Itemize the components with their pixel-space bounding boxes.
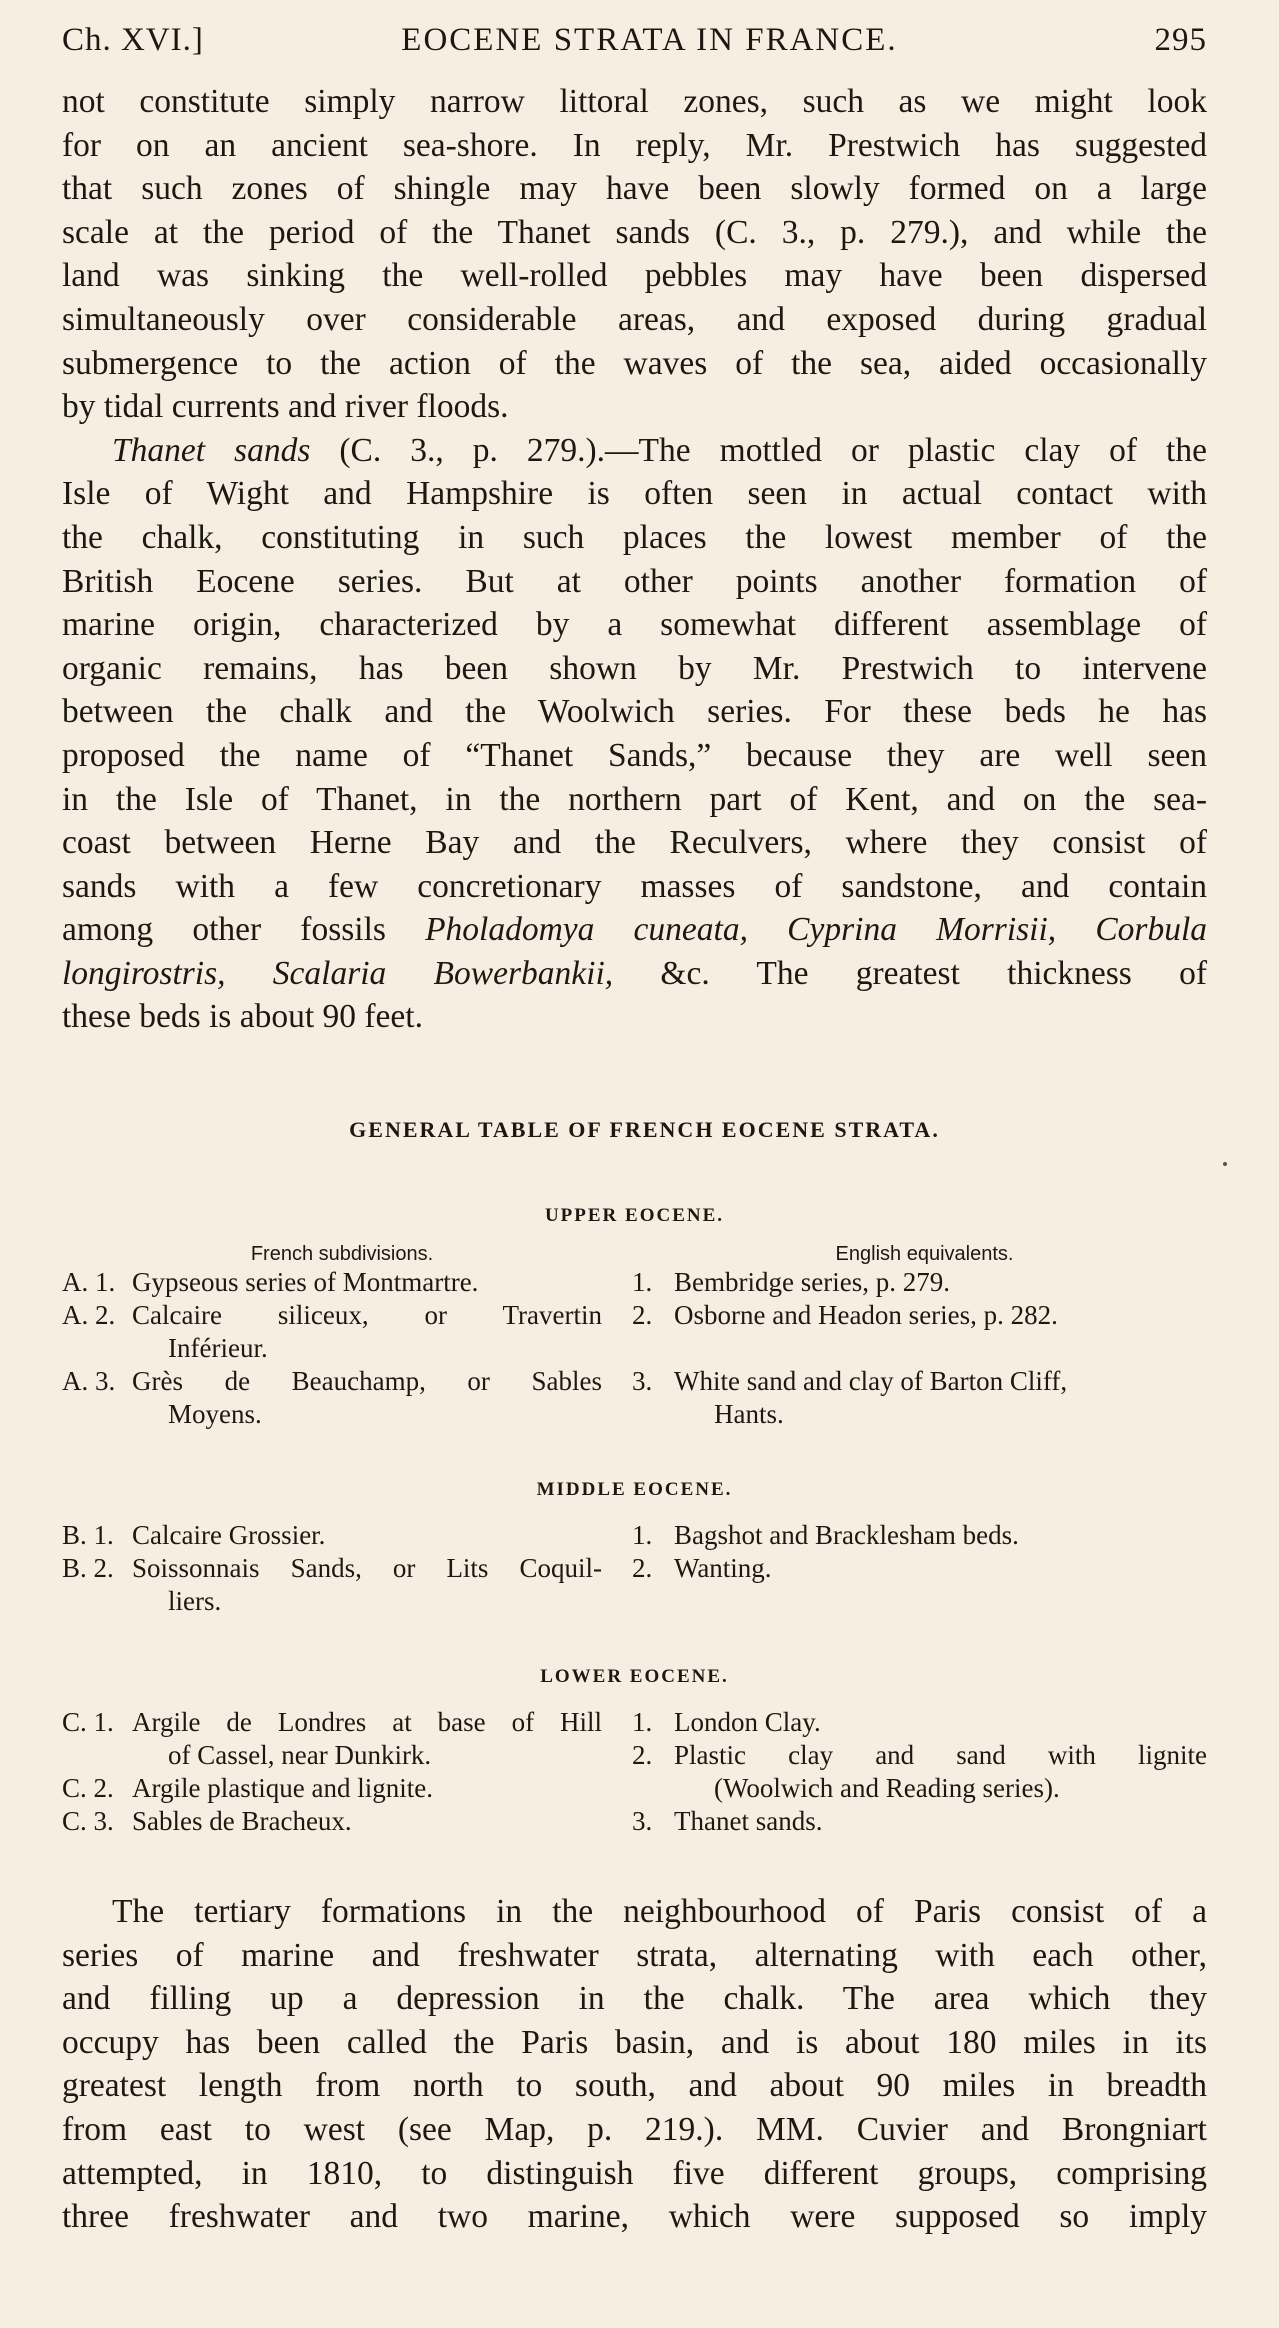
row-number: 2. [632, 1553, 653, 1584]
paragraph-paris-basin [62, 1890, 1207, 2239]
table-row [62, 1519, 1207, 1552]
column-header-english: English equivalents. [835, 1243, 1014, 1266]
text-line [62, 429, 1207, 473]
fossil-name: Corbula [1095, 911, 1208, 949]
row-number: 1. [632, 1267, 653, 1298]
english-text: Bembridge series, p. 279. [674, 1267, 950, 1298]
table-row [62, 1299, 1207, 1365]
text-line: not constitute simply narrow littoral zones, such as we might look [62, 83, 1207, 120]
strata-table [62, 1205, 1207, 1838]
text-line: scale at the period of the Thanet sands (C. 3., p. 279.), and while the [62, 213, 1207, 251]
english-cell [674, 1365, 1207, 1431]
french-cell [132, 1266, 602, 1299]
text-line: attempted, in 1810, to distinguish five different groups, comprising [62, 2154, 1207, 2192]
text-line: that such zones of shingle may have been slowly formed on a large [62, 170, 1207, 208]
table-row [62, 1552, 1207, 1618]
text-line: occupy has been called the Paris basin, and is about 180 miles in its [62, 2023, 1207, 2061]
french-cell [132, 1365, 602, 1431]
book-page [62, 22, 1207, 2239]
text-line: by tidal currents and river floods. [62, 388, 509, 426]
fossil-name: Pholadomya cuneata, [425, 911, 748, 949]
fossils-rest: &c. The greatest thickness of [613, 954, 1207, 992]
table-row [62, 1706, 1207, 1772]
column-headers [62, 1243, 1207, 1266]
english-text-cont: (Woolwich and Reading series). [714, 1773, 1060, 1804]
english-text: Wanting. [674, 1553, 772, 1584]
column-header-french: French subdivisions. [250, 1243, 434, 1266]
french-text: Argile de Londres at base of Hill [132, 1707, 602, 1738]
table-row [62, 1772, 1207, 1805]
english-text: Bagshot and Bracklesham beds. [674, 1520, 1019, 1551]
page-title: EOCENE STRATA IN FRANCE. [401, 22, 898, 58]
row-number: 1. [632, 1707, 653, 1738]
english-text: London Clay. [674, 1707, 821, 1738]
section-heading-lower: LOWER EOCENE. [540, 1666, 729, 1688]
french-text-cont: of Cassel, near Dunkirk. [168, 1740, 432, 1771]
row-number: 2. [632, 1740, 653, 1771]
french-text-cont: Moyens. [168, 1399, 262, 1430]
fossil-name: longirostris, Scalaria Bowerbankii, [62, 954, 614, 992]
text-line: British Eocene series. But at other points another formation of [62, 562, 1207, 600]
french-text: Calcaire siliceux, or Travertin [132, 1300, 602, 1331]
row-number: 3. [632, 1806, 653, 1837]
row-label: C. 3. [62, 1806, 114, 1837]
text-line: from east to west (see Map, p. 219.). MM. Cuvier and Brongniart [62, 2111, 1207, 2149]
row-number: 3. [632, 1366, 653, 1397]
text-line: these beds is about 90 feet. [62, 998, 423, 1036]
running-header [62, 22, 1207, 70]
text-line: organic remains, has been shown by Mr. Prestwich to intervene [62, 649, 1207, 687]
row-label: B. 2. [62, 1553, 114, 1584]
section-heading-middle: MIDDLE EOCENE. [536, 1479, 733, 1501]
paragraph-shingle [62, 80, 1207, 429]
english-text-cont: Hants. [714, 1399, 784, 1430]
text-line [62, 908, 1207, 952]
page-speck [1223, 1162, 1227, 1166]
text-line: sands with a few concretionary masses of sandstone, and contain [62, 867, 1207, 905]
page-number: 295 [1154, 22, 1207, 58]
row-label: C. 2. [62, 1773, 114, 1804]
row-label: A. 2. [62, 1300, 116, 1331]
fossils-pre: among other fossils [62, 911, 426, 949]
row-label: A. 1. [62, 1267, 116, 1298]
row-number: 2. [632, 1300, 653, 1331]
french-text: Soissonnais Sands, or Lits Coquil- [132, 1553, 602, 1584]
french-text-cont: liers. [168, 1586, 222, 1617]
table-row [62, 1805, 1207, 1838]
row-label: A. 3. [62, 1366, 116, 1397]
french-text: Gypseous series of Montmartre. [132, 1267, 479, 1298]
lead-rest: (C. 3., p. 279.).—The mottled or plastic clay of the [310, 431, 1207, 469]
text-line: proposed the name of “Thanet Sands,” because they are well seen [62, 736, 1207, 774]
text-line: for on an ancient sea-shore. In reply, Mr. Prestwich has suggested [62, 126, 1207, 164]
text-line: series of marine and freshwater strata, alternating with each other, [62, 1936, 1207, 1974]
text-line: and filling up a depression in the chalk. The area which they [62, 1980, 1207, 2018]
text-line: land was sinking the well-rolled pebbles may have been dispersed [62, 257, 1207, 295]
english-text: Osborne and Headon series, p. 282. [674, 1300, 1058, 1331]
table-row [62, 1365, 1207, 1431]
section-lead-italic: Thanet sands [112, 431, 311, 469]
text-line: simultaneously over considerable areas, and exposed during gradual [62, 300, 1207, 338]
french-text-cont: Inférieur. [168, 1333, 268, 1364]
english-text: Plastic clay and sand with lignite [674, 1740, 1207, 1771]
chapter-label: Ch. XVI.] [62, 22, 204, 58]
table-row [62, 1266, 1207, 1299]
table-title: GENERAL TABLE OF FRENCH EOCENE STRATA. [349, 1117, 940, 1143]
text-line: marine origin, characterized by a somewhat different assemblage of [62, 606, 1207, 644]
row-label: B. 1. [62, 1520, 114, 1551]
french-text: Argile plastique and lignite. [132, 1773, 433, 1804]
row-number: 1. [632, 1520, 653, 1551]
section-heading-upper: UPPER EOCENE. [544, 1205, 725, 1227]
english-numbers [632, 1706, 674, 1772]
text-line: the chalk, constituting in such places the lowest member of the [62, 518, 1207, 556]
text-line: between the chalk and the Woolwich series. For these beds he has [62, 693, 1207, 731]
text-line: submergence to the action of the waves of the sea, aided occasionally [62, 344, 1207, 382]
text-line [62, 952, 1207, 996]
french-text: Sables de Bracheux. [132, 1806, 352, 1837]
french-text: Grès de Beauchamp, or Sables [132, 1366, 602, 1397]
row-label: C. 1. [62, 1707, 114, 1738]
text-line: three freshwater and two marine, which were supposed so imply [62, 2198, 1207, 2236]
text-line: coast between Herne Bay and the Reculvers, where they consist of [62, 824, 1207, 862]
text-line: Isle of Wight and Hampshire is often seen in actual contact with [62, 475, 1207, 513]
text-line: greatest length from north to south, and about 90 miles in breadth [62, 2067, 1207, 2105]
french-text: Calcaire Grossier. [132, 1520, 326, 1551]
english-cell [674, 1706, 1207, 1772]
fossil-name: Cyprina Morrisii, [787, 911, 1057, 949]
english-text: White sand and clay of Barton Cliff, [674, 1366, 1068, 1397]
paragraph-thanet-sands [62, 429, 1207, 1039]
english-text: Thanet sands. [674, 1806, 823, 1837]
french-cell [132, 1552, 602, 1618]
text-line: The tertiary formations in the neighbourhood of Paris consist of a [112, 1893, 1207, 1931]
text-line: in the Isle of Thanet, in the northern part of Kent, and on the sea- [62, 780, 1207, 818]
french-cell [132, 1299, 602, 1365]
french-cell [132, 1706, 602, 1772]
